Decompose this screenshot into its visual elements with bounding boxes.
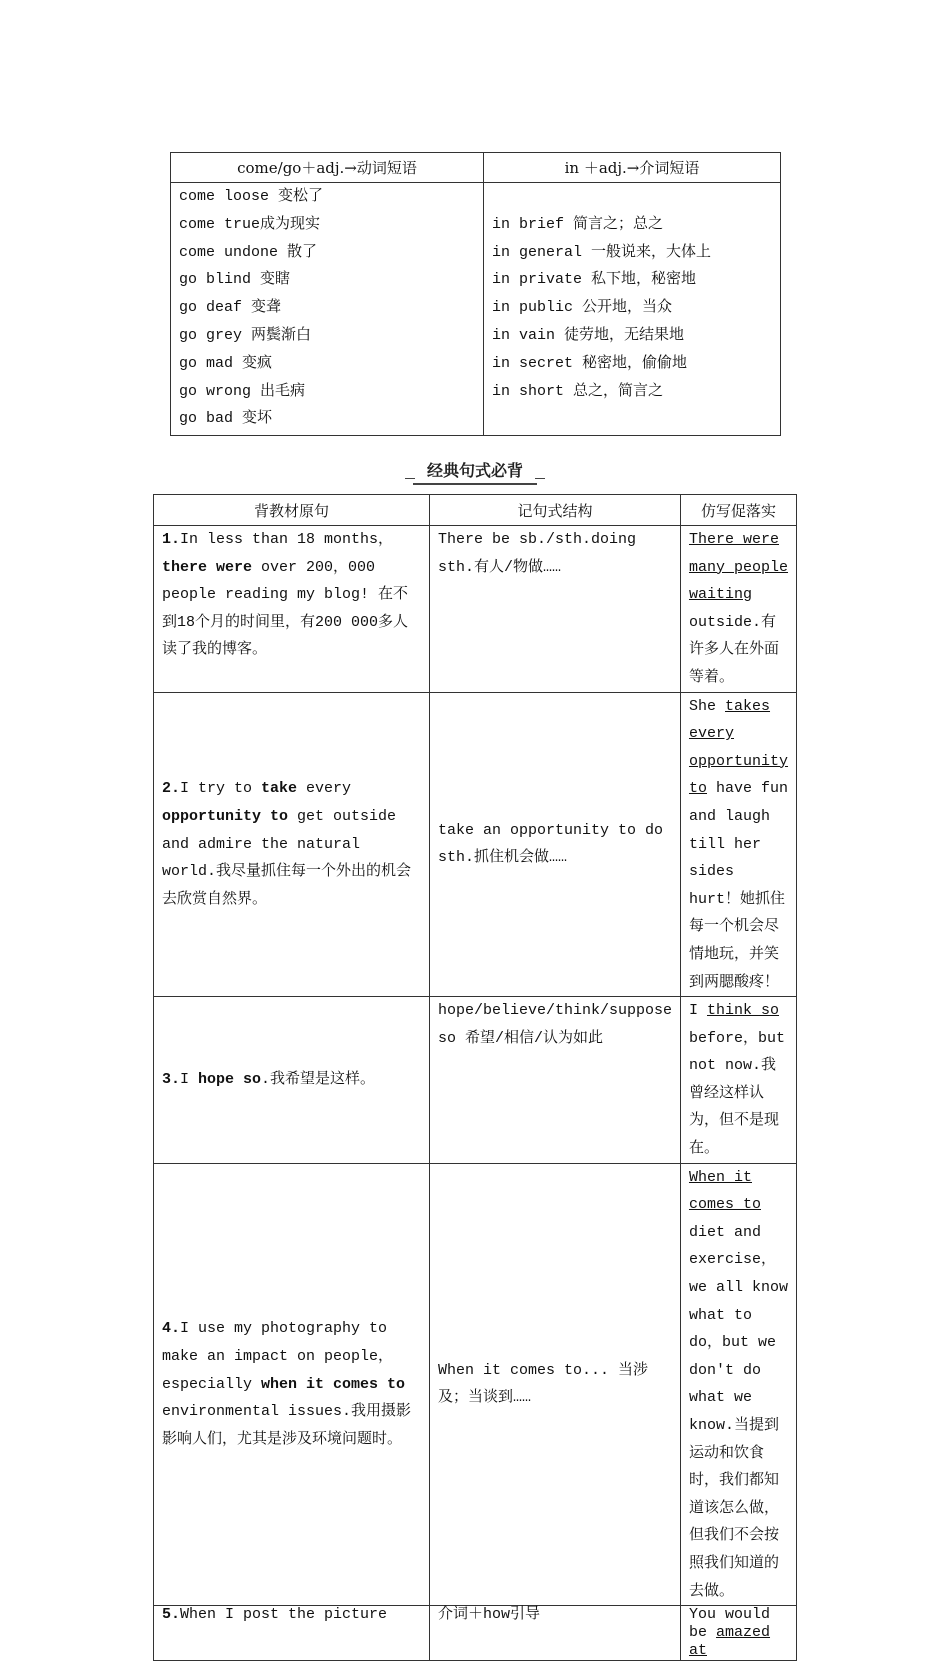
practice-cell: When it comes to diet and exercise，we all know what to do，but we don't do what we know.当提到运动和饮食时，我们都知道该怎么做，但我们不会按照我们知道的去做。: [680, 1163, 796, 1606]
original-sentence-cell: 2.I try to take every opportunity to get outside and admire the natural world.我尽量抓住每一个外出的机会去欣赏自然界。: [154, 692, 430, 997]
structure-cell: There be sb./sth.doing sth.有人/物做……: [429, 526, 680, 693]
phrase-item: in public 公开地，当众: [492, 299, 673, 317]
phrase-list-right: [484, 183, 781, 436]
section-heading-text: 经典句式必背: [413, 459, 537, 485]
table-row: [154, 1163, 797, 1606]
practice-cell: I think so before，but not now.我曾经这样认为，但不是现在。: [680, 997, 796, 1164]
original-sentence-cell: 1.In less than 18 months，there were over 200，000 people reading my blog! 在不到18个月的时间里，有200 000多人读了我的博客。: [154, 526, 430, 693]
phrase-item: go bad 变坏: [179, 410, 273, 428]
phrase-item: come loose 变松了: [179, 188, 324, 205]
structure-cell: When it comes to... 当涉及；当谈到……: [429, 1163, 680, 1606]
structure-cell: 介词＋how引导: [429, 1606, 680, 1661]
phrase-item: in brief 简言之；总之: [492, 215, 664, 233]
phrase-item: go grey 两鬓渐白: [179, 326, 312, 344]
phrase-item: in private 私下地，秘密地: [492, 271, 697, 289]
col-header-structure: 记句式结构: [429, 495, 680, 526]
section-heading: [0, 459, 950, 485]
col-header-original: 背教材原句: [154, 495, 430, 526]
phrase-item: in secret 秘密地，偷偷地: [492, 354, 688, 372]
original-sentence-cell: 3.I hope so.我希望是这样。: [154, 997, 430, 1164]
phrase-table: [170, 152, 781, 436]
practice-cell: There were many people waiting outside.有许多人在外面等着。: [680, 526, 796, 693]
sentence-table: [153, 494, 797, 1661]
structure-cell: hope/believe/think/suppose so 希望/相信/认为如此: [429, 997, 680, 1164]
table-row: [154, 997, 797, 1164]
phrase-list-left: [171, 183, 484, 436]
phrase-item: go wrong 出毛病: [179, 382, 306, 400]
table-row: [154, 1606, 797, 1661]
phrase-item: in short 总之，简言之: [492, 382, 664, 400]
table-row: [154, 692, 797, 997]
practice-cell: You would be amazed at: [680, 1606, 796, 1661]
phrase-table-header-row: [171, 153, 781, 183]
phrase-item: come true成为现实: [179, 215, 321, 233]
phrase-header-left: come/go＋adj.→动词短语: [171, 153, 484, 183]
col-header-practice: 仿写促落实: [680, 495, 796, 526]
phrase-item: go mad 变疯: [179, 354, 273, 372]
phrase-item: in general 一般说来，大体上: [492, 243, 712, 261]
phrase-item: go blind 变瞎: [179, 271, 291, 289]
original-sentence-cell: 4.I use my photography to make an impact on people，especially when it comes to environmental issues.我用摄影影响人们，尤其是涉及环境问题时。: [154, 1163, 430, 1606]
phrase-table-body-row: [171, 183, 781, 436]
structure-cell: take an opportunity to do sth.抓住机会做……: [429, 692, 680, 997]
phrase-item: come undone 散了: [179, 243, 318, 261]
phrase-item: in vain 徒劳地，无结果地: [492, 326, 685, 344]
phrase-item: go deaf 变聋: [179, 299, 282, 317]
original-sentence-cell: 5.When I post the picture: [154, 1606, 430, 1661]
practice-cell: She takes every opportunity to have fun and laugh till her sides hurt！她抓住每一个机会尽情地玩，并笑到两腮酸疼！: [680, 692, 796, 997]
phrase-header-right: in ＋adj.→介词短语: [484, 153, 781, 183]
sentence-table-header-row: [154, 495, 797, 526]
table-row: [154, 526, 797, 693]
